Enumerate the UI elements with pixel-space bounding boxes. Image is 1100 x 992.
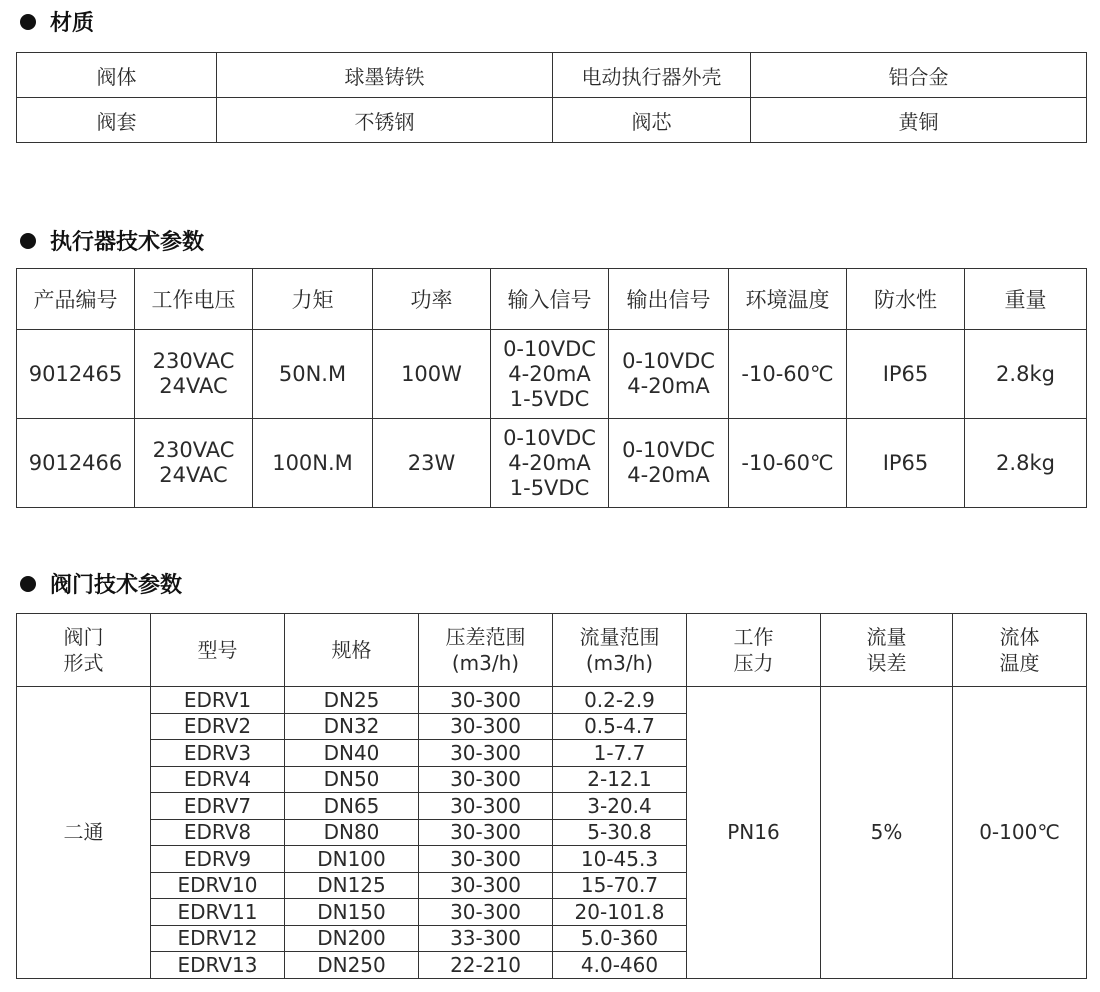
column-header: 产品编号 [17, 269, 135, 330]
power-cell: 23W [373, 419, 491, 508]
voltage-cell [135, 330, 253, 419]
pressure-diff-cell: 33-300 [419, 925, 553, 952]
size-cell: DN32 [285, 713, 419, 740]
model-cell: EDRV13 [151, 952, 285, 979]
pressure-diff-cell: 30-300 [419, 713, 553, 740]
column-header: 工作电压 [135, 269, 253, 330]
flow-range-cell: 5.0-360 [553, 925, 687, 952]
size-cell: DN50 [285, 766, 419, 793]
cell-line: 压力 [733, 651, 774, 675]
cell-line: 0-10VDC [503, 425, 596, 450]
product-id-cell: 9012465 [17, 330, 135, 419]
size-cell: DN200 [285, 925, 419, 952]
cell-line: 4-20mA [627, 463, 710, 487]
cell-line: 型号 [197, 638, 238, 662]
column-header: 输出信号 [609, 269, 729, 330]
output-signal-cell [609, 330, 729, 419]
output-signal-cell [609, 419, 729, 508]
power-cell: 100W [373, 330, 491, 419]
voltage-cell [135, 419, 253, 508]
cell-line: 1-5VDC [509, 475, 590, 500]
cell-line: 4-20mA [508, 361, 591, 386]
size-cell: DN100 [285, 846, 419, 873]
cell-line: (m3/h) [585, 651, 654, 675]
table-cell: 黄铜 [751, 98, 1087, 143]
flow-error-cell: 5% [821, 687, 953, 979]
model-cell: EDRV8 [151, 819, 285, 846]
cell-line: 4-20mA [508, 450, 591, 475]
ambient-temp-cell: -10-60℃ [729, 419, 847, 508]
model-cell: EDRV7 [151, 793, 285, 820]
column-header [151, 614, 285, 687]
flow-range-cell: 1-7.7 [553, 740, 687, 767]
table-cell: 阀芯 [553, 98, 751, 143]
column-header: 力矩 [253, 269, 373, 330]
table-row [17, 98, 1087, 143]
cell-line: 1-5VDC [509, 386, 590, 411]
cell-line: 工作 [733, 625, 774, 649]
cell-line: 压差范围 [445, 625, 526, 649]
section-title-text: 材质 [50, 11, 95, 36]
actuator-table [16, 268, 1087, 508]
column-header [821, 614, 953, 687]
waterproof-cell: IP65 [847, 330, 965, 419]
table-row [17, 419, 1087, 508]
size-cell: DN150 [285, 899, 419, 926]
flow-range-cell: 2-12.1 [553, 766, 687, 793]
cell-line: 流量范围 [579, 625, 660, 649]
column-header [953, 614, 1087, 687]
column-header: 重量 [965, 269, 1087, 330]
section-title-text: 执行器技术参数 [50, 230, 205, 255]
cell-line: 流量 [866, 625, 907, 649]
section-title-material [20, 6, 94, 37]
waterproof-cell: IP65 [847, 419, 965, 508]
flow-range-cell: 3-20.4 [553, 793, 687, 820]
bullet-icon [20, 14, 36, 30]
table-cell: 阀体 [17, 53, 217, 98]
section-title-text: 阀门技术参数 [50, 573, 183, 598]
table-row [17, 687, 1087, 714]
column-header: 环境温度 [729, 269, 847, 330]
size-cell: DN250 [285, 952, 419, 979]
size-cell: DN65 [285, 793, 419, 820]
cell-line: 温度 [999, 651, 1040, 675]
table-cell: 铝合金 [751, 53, 1087, 98]
torque-cell: 50N.M [253, 330, 373, 419]
pressure-diff-cell: 30-300 [419, 899, 553, 926]
model-cell: EDRV9 [151, 846, 285, 873]
cell-line: 阀门 [63, 625, 104, 649]
size-cell: DN80 [285, 819, 419, 846]
fluid-temp-cell: 0-100℃ [953, 687, 1087, 979]
table-cell: 不锈钢 [217, 98, 553, 143]
model-cell: EDRV4 [151, 766, 285, 793]
valve-form-cell: 二通 [17, 687, 151, 979]
pressure-diff-cell: 30-300 [419, 872, 553, 899]
model-cell: EDRV11 [151, 899, 285, 926]
table-row [17, 53, 1087, 98]
model-cell: EDRV12 [151, 925, 285, 952]
model-cell: EDRV3 [151, 740, 285, 767]
working-pressure-cell: PN16 [687, 687, 821, 979]
cell-line: 0-10VDC [503, 336, 596, 361]
model-cell: EDRV10 [151, 872, 285, 899]
column-header [17, 614, 151, 687]
table-row [17, 330, 1087, 419]
cell-line: 流体 [999, 625, 1040, 649]
table-cell: 阀套 [17, 98, 217, 143]
cell-line: 24VAC [159, 463, 228, 487]
column-header [419, 614, 553, 687]
cell-line: 形式 [63, 651, 104, 675]
column-header: 功率 [373, 269, 491, 330]
input-signal-cell [491, 419, 609, 508]
column-header: 防水性 [847, 269, 965, 330]
size-cell: DN25 [285, 687, 419, 714]
flow-range-cell: 5-30.8 [553, 819, 687, 846]
weight-cell: 2.8kg [965, 330, 1087, 419]
pressure-diff-cell: 30-300 [419, 687, 553, 714]
cell-line: 误差 [866, 651, 907, 675]
size-cell: DN40 [285, 740, 419, 767]
cell-line: 4-20mA [627, 374, 710, 398]
torque-cell: 100N.M [253, 419, 373, 508]
cell-line: 0-10VDC [622, 438, 715, 462]
pressure-diff-cell: 30-300 [419, 793, 553, 820]
column-header [285, 614, 419, 687]
cell-line: 230VAC [152, 438, 235, 462]
section-title-valve [20, 568, 182, 599]
column-header [553, 614, 687, 687]
pressure-diff-cell: 30-300 [419, 819, 553, 846]
flow-range-cell: 0.5-4.7 [553, 713, 687, 740]
flow-range-cell: 20-101.8 [553, 899, 687, 926]
pressure-diff-cell: 30-300 [419, 740, 553, 767]
flow-range-cell: 0.2-2.9 [553, 687, 687, 714]
material-table [16, 52, 1087, 143]
weight-cell: 2.8kg [965, 419, 1087, 508]
ambient-temp-cell: -10-60℃ [729, 330, 847, 419]
size-cell: DN125 [285, 872, 419, 899]
table-cell: 球墨铸铁 [217, 53, 553, 98]
product-id-cell: 9012466 [17, 419, 135, 508]
table-cell: 电动执行器外壳 [553, 53, 751, 98]
cell-line: (m3/h) [451, 651, 520, 675]
column-header: 输入信号 [491, 269, 609, 330]
cell-line: 规格 [331, 638, 372, 662]
flow-range-cell: 4.0-460 [553, 952, 687, 979]
pressure-diff-cell: 30-300 [419, 766, 553, 793]
input-signal-cell [491, 330, 609, 419]
column-header [687, 614, 821, 687]
model-cell: EDRV2 [151, 713, 285, 740]
bullet-icon [20, 576, 36, 592]
model-cell: EDRV1 [151, 687, 285, 714]
cell-line: 230VAC [152, 349, 235, 373]
section-title-actuator [20, 225, 204, 256]
cell-line: 24VAC [159, 374, 228, 398]
flow-range-cell: 10-45.3 [553, 846, 687, 873]
pressure-diff-cell: 22-210 [419, 952, 553, 979]
cell-line: 0-10VDC [622, 349, 715, 373]
pressure-diff-cell: 30-300 [419, 846, 553, 873]
flow-range-cell: 15-70.7 [553, 872, 687, 899]
valve-table [16, 613, 1087, 979]
bullet-icon [20, 233, 36, 249]
